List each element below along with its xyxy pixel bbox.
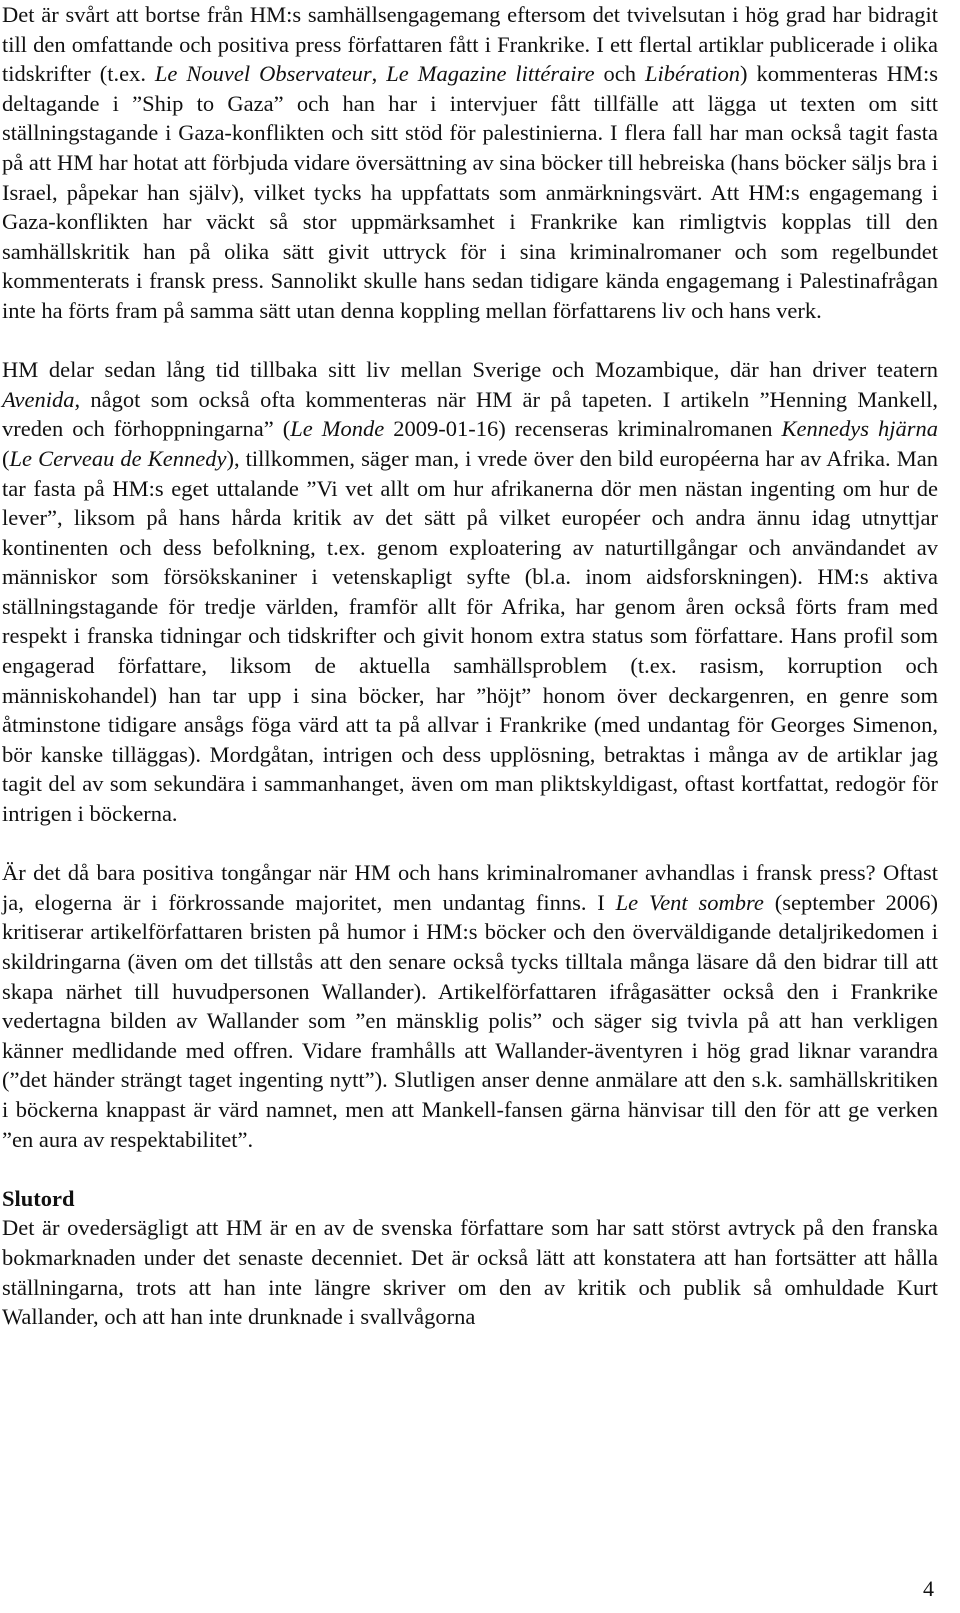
italic-title: Kennedys hjärna bbox=[781, 416, 938, 442]
italic-title: Avenida bbox=[2, 386, 75, 412]
text-segment: Det är svårt att bortse från HM:s samhällsengagemang eftersom det tvivelsutan i hög grad har bidragit till den omfattande och positiva press författaren fått i Frankrike. I ett flertal artiklar publicerade i olika tidskrifter (t.ex. bbox=[2, 2, 938, 87]
text-segment: ), tillkommen, säger man, i vrede över den bild européerna har av Afrika. Man tar fasta på HM:s eget uttalande ”Vi vet allt om hur afrikanerna dör men nästan ingenting om hur de lever”, liksom på hans hårda kritik av det sätt på vilket européer och andra ännu idag utnyttjar kontinenten och dess befolkning, t.ex. genom exploatering av naturtillgångar och användandet av människor som försökskaniner i vetenskapligt syfte (bl.a. inom aidsforskningen). HM:s aktiva ställningstagande för tredje världen, framför allt för Afrika, har genom åren också förts fram med respekt i franska tidningar och tidskrifter och givit honom extra status som författare. Hans profil som engagerad författare, liksom de aktuella samhällsproblem (t.ex. rasism, korruption och människohandel) han tar upp i sina böcker, har ”höjt” honom över deckargenren, en genre som åtminstone tidigare ansågs föga värd att ta på allvar i Frankrike (med undantag för Georges Simenon, bör kanske tilläggas). Mordgåtan, intrigen och dess upplösning, betraktas i många av de artiklar jag tagit del av som sekundära i sammanhanget, även om man pliktskyldigast, oftast kortfattat, redogör för intrigen i böckerna. bbox=[2, 445, 938, 827]
italic-title: Le Monde bbox=[290, 416, 385, 442]
text-segment: , något som också ofta kommenteras när HM är på tapeten. I artikeln ”Henning Mankell, vreden och förhoppningarna” ( bbox=[2, 386, 938, 442]
text-segment: ) kommenteras HM:s deltagande i ”Ship to Gaza” och han har i intervjuer fått tillfälle att lägga ut texten om sitt ställningstagande i Gaza-konflikten och sitt stöd för palestinierna. I flera fall har man också tagit fasta på att HM har hotat att förbjuda vidare översättning av sina böcker till hebreiska (hans böcker säljs bra i Israel, påpekar han själv), vilket tycks ha uppfattats som anmärkningsvärt. Att HM:s engagemang i Gaza-konflikten har väckt så stor uppmärksamhet i Frankrike kan rimligtvis kopplas till den samhällskritik han på olika sätt givit uttryck för i sina kriminalromaner och som regelbundet kommenterats i fransk press. Sannolikt skulle hans sedan tidigare kända engagemang i Palestinafrågan inte ha förts fram på samma sätt utan denna koppling mellan författarens liv och hans verk. bbox=[2, 61, 938, 323]
paragraph-1 bbox=[2, 0, 938, 326]
text-segment: HM delar sedan lång tid tillbaka sitt liv mellan Sverige och Mozambique, där han driver teatern bbox=[2, 357, 938, 383]
italic-title: Le Nouvel Observateur bbox=[154, 61, 372, 87]
text-segment: och bbox=[594, 61, 646, 87]
page-number: 4 bbox=[923, 1576, 934, 1601]
italic-title: Le Magazine littéraire bbox=[386, 61, 595, 87]
text-segment: Är det då bara positiva tongångar när HM och hans kriminalromaner avhandlas i fransk press? Oftast ja, elogerna är i förkrossande majoritet, men undantag finns. I bbox=[2, 860, 938, 915]
text-segment: (september 2006) kritiserar artikelförfattaren bristen på humor i HM:s böcker och den överväldigande detaljrikedomen i skildringarna (även om det tillstås att den senare också tycks tilltala många läsare då den bidrar till att skapa närhet till huvudpersonen Wallander). Artikelförfattaren ifrågasätter också den i Frankrike vedertagna bilden av Wallander som ”en mänsklig polis” och säger sig tvivla på att han verkligen känner medlidande med offren. Vidare framhålls att Wallander-äventyren i hög grad liknar varandra (”det händer strängt taget ingenting nytt”). Slutligen anser denne anmälare att den s.k. samhällskritiken i böckerna knappast är värd namnet, men att Mankell-fansen gärna hänvisar till den för att ge verken ”en aura av respektabilitet”. bbox=[2, 889, 939, 1152]
text-segment: ( bbox=[2, 445, 10, 471]
paragraph-3 bbox=[2, 858, 938, 1154]
italic-title: Le Cerveau de Kennedy bbox=[9, 445, 227, 471]
text-segment: , bbox=[371, 61, 387, 87]
section-heading: Slutord bbox=[2, 1185, 75, 1211]
paragraph-2 bbox=[2, 355, 938, 829]
text-segment: 2009-01-16) recenseras kriminalromanen bbox=[384, 416, 782, 442]
italic-title: Libération bbox=[645, 61, 741, 87]
italic-title: Le Vent sombre bbox=[615, 889, 764, 915]
section-paragraph: Det är ovedersägligt att HM är en av de svenska författare som har satt störst avtryck på den franska bokmarknaden under det senaste decenniet. Det är också lätt att konstatera att han fortsätter att hålla ställningarna, trots att han inte längre skriver om den av kritik och publik så omhuldade Kurt Wallander, och att han inte drunknade i svallvågorna bbox=[2, 1215, 938, 1330]
